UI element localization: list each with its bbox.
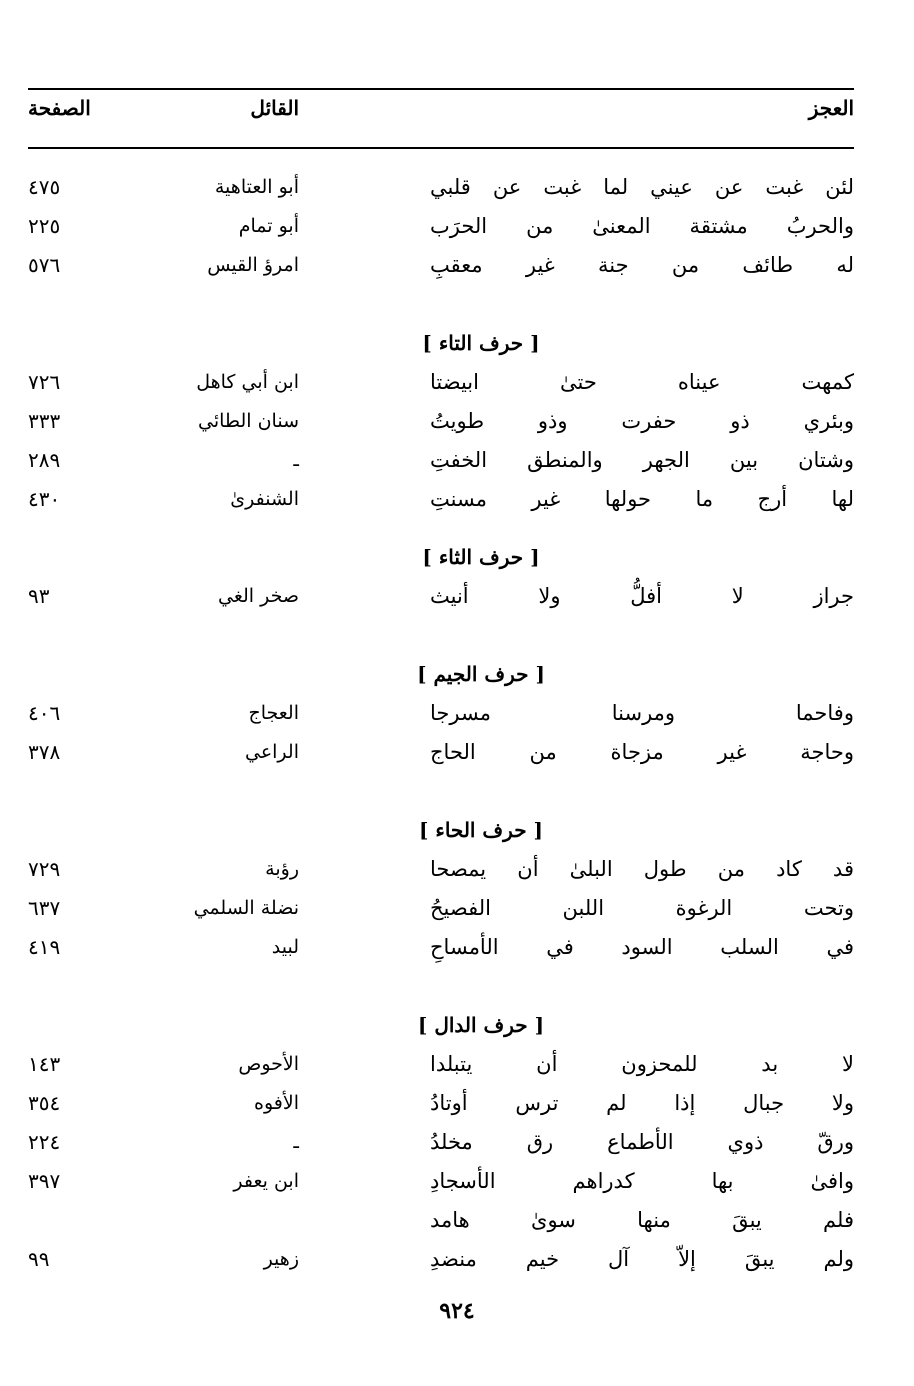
table-row	[28, 1201, 854, 1240]
page-number: ٤٣٠	[28, 487, 61, 511]
page-number: ٣٩٧	[28, 1169, 61, 1193]
hemistich: وبئري ذو حفرت وذو طويتُ	[430, 409, 854, 433]
section-heading-haa: [ حرف الحاء ]	[418, 818, 543, 842]
poet-name: امرؤ القيس	[207, 254, 299, 276]
page-number: ٣٣٣	[28, 409, 61, 433]
section-heading-jeem: [ حرف الجيم ]	[417, 662, 545, 686]
table-row	[28, 402, 854, 441]
table-row	[28, 733, 854, 772]
poet-name: ابن أبي كاهل	[196, 371, 299, 393]
table-header	[28, 96, 854, 136]
page-number: ٩٣	[28, 584, 50, 608]
header-poet: القائل	[250, 96, 299, 120]
poet-name: أبو تمام	[238, 215, 299, 237]
table-row	[28, 168, 854, 207]
hemistich: قد كاد من طول البلىٰ أن يمصحا	[430, 857, 854, 881]
poet-name: الشنفرىٰ	[230, 488, 299, 510]
page-number: ٢٨٩	[28, 448, 61, 472]
hemistich: وافىٰ بها كدراهم الأسجادِ	[430, 1169, 854, 1193]
hemistich: كمهت عيناه حتىٰ ابيضتا	[430, 370, 854, 394]
hemistich: له طائف من جنة غير معقبِ	[430, 253, 854, 277]
poet-name: العجاج	[248, 702, 299, 724]
poet-name: رؤبة	[265, 858, 299, 880]
section-heading-daal: [ حرف الدال ]	[417, 1013, 545, 1037]
hemistich: في السلب السود في الأمساحِ	[430, 935, 854, 959]
page-folio-number: ٩٢٤	[439, 1298, 475, 1324]
hemistich: وتحت الرغوة اللبن الفصيحُ	[430, 896, 854, 920]
hemistich: جراز لا أفلُّ ولا أنيث	[430, 584, 854, 608]
poet-name: نضلة السلمي	[193, 897, 299, 919]
hemistich: لها أرج ما حولها غير مسنتِ	[430, 487, 854, 511]
page-number: ٢٢٥	[28, 214, 61, 238]
hemistich: والحربُ مشتقة المعنىٰ من الحرَب	[430, 214, 854, 238]
poet-name: لبيد	[271, 936, 299, 958]
section-heading-taa: [ حرف التاء ]	[422, 331, 540, 355]
poet-name: الأحوص	[238, 1053, 299, 1075]
page-number: ٢٢٤	[28, 1130, 61, 1154]
table-row	[28, 928, 854, 967]
header-rule	[28, 147, 854, 149]
hemistich: ولا جبال إذا لم ترس أوتادُ	[430, 1091, 854, 1115]
hemistich: وفاحما ومرسنا مسرجا	[430, 701, 854, 725]
table-row	[28, 694, 854, 733]
table-row	[28, 207, 854, 246]
section-heading-thaa: [ حرف الثاء ]	[422, 545, 540, 569]
page-number: ٤١٩	[28, 935, 61, 959]
page-number: ٣٥٤	[28, 1091, 61, 1115]
table-row	[28, 1240, 854, 1279]
top-rule	[28, 88, 854, 90]
page-number: ٣٧٨	[28, 740, 61, 764]
page-number: ٤٠٦	[28, 701, 61, 725]
hemistich: ورقّ ذوي الأطماع رق مخلدُ	[430, 1130, 854, 1154]
page-number: ٤٧٥	[28, 175, 61, 199]
page-number: ٦٣٧	[28, 896, 61, 920]
table-row	[28, 1162, 854, 1201]
hemistich: فلم يبقَ منها سوىٰ هامد	[430, 1208, 854, 1232]
hemistich: ولم يبقَ إلاّ آل خيم منضدِ	[430, 1247, 854, 1271]
table-row	[28, 577, 854, 616]
poet-name: الراعي	[244, 741, 299, 763]
table-row	[28, 363, 854, 402]
page-number: ٥٧٦	[28, 253, 61, 277]
poet-name: ابن يعفر	[233, 1170, 299, 1192]
poet-name: الأفوه	[254, 1092, 299, 1114]
poet-name: سنان الطائي	[197, 410, 299, 432]
poet-name: زهير	[263, 1248, 299, 1270]
page-number: ١٤٣	[28, 1052, 61, 1076]
poet-name: ـ	[293, 449, 299, 471]
hemistich: لئن غبت عن عيني لما غبت عن قلبي	[430, 175, 854, 199]
header-page: الصفحة	[28, 96, 91, 120]
page-number: ٩٩	[28, 1247, 50, 1271]
header-hemistich: العجز	[808, 96, 854, 120]
table-row	[28, 246, 854, 285]
table-row	[28, 889, 854, 928]
hemistich: لا بد للمحزون أن يتبلدا	[430, 1052, 854, 1076]
table-row	[28, 1045, 854, 1084]
table-row	[28, 850, 854, 889]
poet-name: أبو العتاهية	[214, 176, 299, 198]
page-number: ٧٢٩	[28, 857, 61, 881]
hemistich: وحاجة غير مزجاة من الحاج	[430, 740, 854, 764]
index-table	[28, 150, 854, 1279]
hemistich: وشتان بين الجهر والمنطق الخفتِ	[430, 448, 854, 472]
table-row	[28, 480, 854, 519]
table-row	[28, 441, 854, 480]
poet-name: صخر الغي	[218, 585, 299, 607]
page-number: ٧٢٦	[28, 370, 61, 394]
poet-name: ـ	[293, 1131, 299, 1153]
table-row	[28, 1084, 854, 1123]
table-row	[28, 1123, 854, 1162]
